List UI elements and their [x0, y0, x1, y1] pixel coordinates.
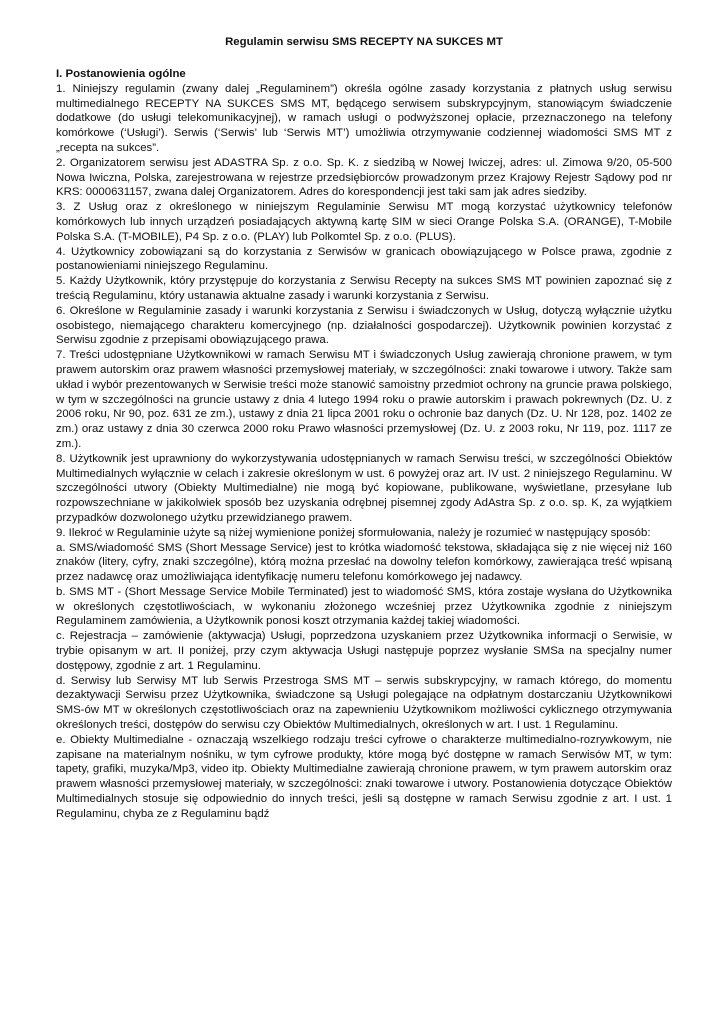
paragraph-2: 2. Organizatorem serwisu jest ADASTRA Sp. z o.o. Sp. K. z siedzibą w Nowej Iwiczej, adres: ul. Zimowa 9/20, 05-500 Nowa Iwiczna, Polska, zarejestrowana w rejestrze przedsiębiorców prowadzonym przez Krajowy Rejestr Sądowy pod nr KRS: 0000631157, zwana dalej Organizatorem. Adres do korespondencji jest taki sam jak adres siedziby.	[56, 156, 672, 199]
paragraph-5: 5. Każdy Użytkownik, który przystępuje do korzystania z Serwisu Recepty na sukces SMS MT powinien zapoznać się z treścią Regulaminu, który ustanawia aktualne zasady i warunki korzystania z Serwisu.	[56, 275, 672, 302]
paragraph-1: 1. Niniejszy regulamin (zwany dalej „Regulaminem”) określa ogólne zasady korzystania z płatnych usług serwisu multimedialnego RECEPTY NA SUKCES SMS MT, będącego serwisem subskrypcyjnym, stanowiącym świadczenie dodatkowe (do usługi telekomunikacyjnej), w ramach usługi o podwyższonej opłacie, przeznaczonego na telefony komórkowe (‘Usługi’). Serwis (‘Serwis’ lub ‘Serwis MT’) umożliwia otrzymywanie codziennej wiadomości SMS MT z „recepta na sukces”.	[56, 82, 672, 154]
document-title: Regulamin serwisu SMS RECEPTY NA SUKCES MT	[225, 36, 503, 48]
definition-c: c. Rejestracja – zamówienie (aktywacja) Usługi, poprzedzona uzyskaniem przez Użytkownika informacji o Serwisie, w trybie opisanym w art. II poniżej, przy czym aktywacja Usługi następuje poprzez wysłanie SMSa na specjalny numer dostępowy, zgodnie z art. 1 Regulaminu.	[56, 630, 672, 672]
definition-a: a. SMS/wiadomość SMS (Short Message Service) jest to krótka wiadomość tekstowa, składająca się z nie więcej niż 160 znaków (litery, cyfry, znaki szczególne), którą można przesłać na dowolny telefon komórkowy, zawierająca treść wpisaną przez nadawcę oraz umożliwiająca identyfikację numeru telefonu komórkowego jej nadawcy.	[56, 541, 672, 584]
section-heading: I. Postanowienia ogólne	[56, 68, 186, 80]
definition-e: e. Obiekty Multimedialne - oznaczają wszelkiego rodzaju treści cyfrowe o charakterze multimedialno-rozrywkowym, nie zapisane na materialnym nośniku, w tym cyfrowe produkty, które mogą być dostępne w ramach Serwisów MT, w tym: tapety, grafiki, muzyka/Mp3, video itp. Obiekty Multimedialne zawierają chronione prawem, w tym prawem autorskim oraz prawem własności przemysłowej materiały, w szczególności: znaki towarowe i utwory. Postanowienia dotyczące Obiektów Multimedialnych stosuje się odpowiednio do innych treści, jeśli są dostępne w ramach Serwisu zgodnie z art. I ust. 1 Regulaminu, chyba ze z Regulaminu bądź	[56, 733, 672, 820]
paragraph-7: 7. Treści udostępniane Użytkownikowi w ramach Serwisu MT i świadczonych Usług zawierają chronione prawem, w tym prawem autorskim oraz prawem własności przemysłowej materiały, w szczególności: znaki towarowe i utwory. Także sam układ i wybór prezentowanych w Serwisie treści może stanowić samoistny przedmiot ochrony na gruncie prawa polskiego, w tym w szczególności na gruncie ustawy z dnia 4 lutego 1994 roku o prawie autorskim i prawach pokrewnych (Dz. U. z 2006 roku, Nr 90, poz. 631 ze zm.), ustawy z dnia 21 lipca 2001 roku o ochronie baz danych (Dz. U. Nr 128, poz. 1402 ze zm.) oraz ustawy z dnia 30 czerwca 2000 roku Prawo własności przemysłowej (Dz. U. z 2003 roku, Nr 119, poz. 1117 ze zm.).	[56, 349, 672, 450]
paragraph-9: 9. Ilekroć w Regulaminie użyte są niżej wymienione poniżej sformułowania, należy je rozumieć w następujący sposób:	[56, 526, 651, 539]
document-page	[56, 34, 672, 822]
definition-d: d. Serwisy lub Serwisy MT lub Serwis Przestroga SMS MT – serwis subskrypcyjny, w ramach którego, do momentu dezaktywacji Serwisu przez Użytkownika, świadczone są Usługi polegające na odpłatnym dostarczaniu Użytkownikowi SMS-ów MT w określonych częstotliwościach oraz na zapewnieniu Użytkownikom możliwości cyklicznego otrzymywania określonych treści, dostępów do serwisu czy Obiektów Multimedialnych, określonych w art. I ust. 1 Regulaminu.	[56, 674, 672, 732]
paragraph-3: 3. Z Usług oraz z określonego w niniejszym Regulaminie Serwisu MT mogą korzystać użytkownicy telefonów komórkowych lub innych urządzeń posiadających aktywną kartę SIM w sieci Orange Polska S.A. (ORANGE), T-Mobile Polska S.A. (T-MOBILE), P4 Sp. z o.o. (PLAY) lub Polkomtel Sp. z o.o. (PLUS).	[56, 201, 672, 243]
paragraph-4: 4. Użytkownicy zobowiązani są do korzystania z Serwisów w granicach obowiązującego w Polsce prawa, zgodnie z postanowieniami niniejszego Regulaminu.	[56, 245, 672, 273]
definition-b: b. SMS MT - (Short Message Service Mobile Terminated) jest to wiadomość SMS, która zostaje wysłana do Użytkownika w określonych częstotliwościach, w wykonaniu złożonego wcześniej przez Użytkownika zgodnie z niniejszym Regulaminem zamówienia, a Użytkownik ponosi koszt otrzymania każdej takiej wiadomości.	[56, 585, 672, 628]
paragraph-8: 8. Użytkownik jest uprawniony do wykorzystywania udostępnianych w ramach Serwisu treści, w szczególności Obiektów Multimedialnych wyłącznie w celach i zakresie określonym w ust. 6 powyżej oraz art. IV ust. 2 niniejszego Regulaminu. W szczególności utwory (Obiekty Multimedialne) nie mogą być kopiowane, publikowane, wyświetlane, przesyłane lub rozpowszechniane w jakikolwiek sposób bez uzyskania odrębnej pisemnej zgody AdAstra Sp. z o.o. sp. K, za wyjątkiem przypadków dozwolonego użytku przewidzianego prawem.	[56, 452, 672, 524]
paragraph-6: 6. Określone w Regulaminie zasady i warunki korzystania z Serwisu i świadczonych w Usług, dotyczą wyłącznie użytku osobistego, niemającego charakteru komercyjnego (np. działalności gospodarczej). Użytkownik powinien korzystać z Serwisu zgodnie z przepisami obowiązującego prawa.	[56, 304, 672, 347]
